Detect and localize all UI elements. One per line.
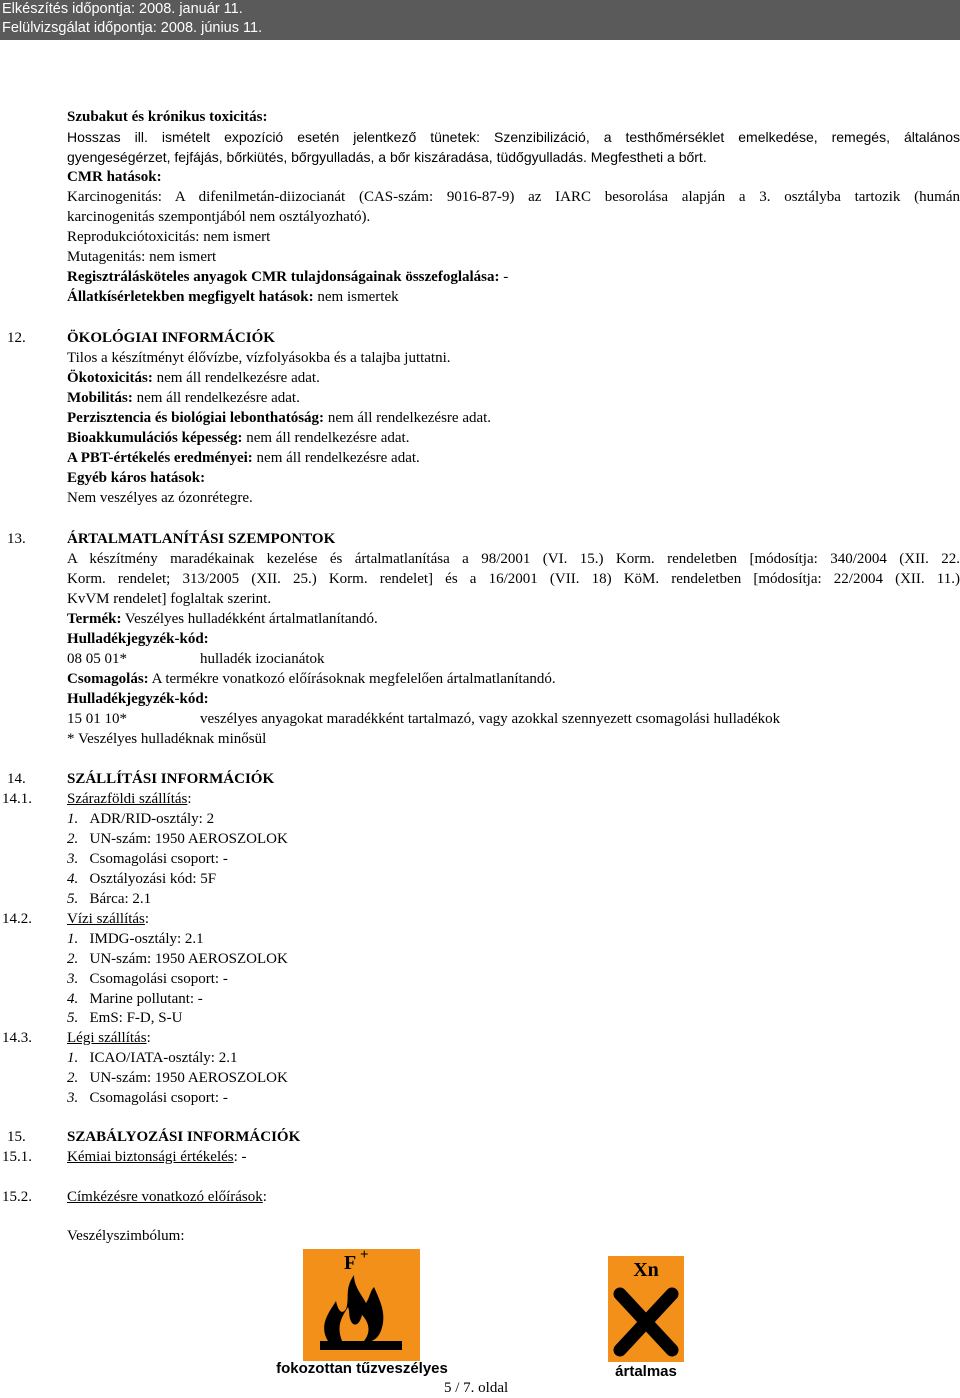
section-15-number: 15. bbox=[7, 1129, 26, 1145]
air-transport-heading: Légi szállítás bbox=[67, 1030, 147, 1046]
subsection-14-1-number: 14.1. bbox=[2, 791, 32, 807]
section-12-title: ÖKOLÓGIAI INFORMÁCIÓK bbox=[67, 330, 275, 346]
bioaccumulation-value: nem áll rendelkezésre adat. bbox=[242, 430, 410, 446]
symbol-letter: Xn bbox=[633, 1259, 659, 1281]
list-text: Marine pollutant: - bbox=[89, 991, 203, 1007]
revised-date: Felülvizsgálat időpontja: 2008. június 11. bbox=[2, 20, 263, 36]
chemical-safety-heading: Kémiai biztonsági értékelés bbox=[67, 1149, 234, 1165]
other-effects-label: Egyéb káros hatások: bbox=[67, 470, 206, 486]
disposal-line1: A készítmény maradékainak kezelése és ártalmatlanítása a 98/2001 (VI. 15.) Korm. rendeletben [módosítja: 340/2004 (XII. 22. bbox=[67, 551, 960, 567]
bioaccumulation-label: Bioakkumulációs képesség: bbox=[67, 430, 243, 446]
list-text: Bárca: 2.1 bbox=[89, 891, 152, 907]
eco-prohibition: Tilos a készítményt élővízbe, vízfolyásokba és a talajba juttatni. bbox=[67, 350, 451, 366]
symbol-letter: F bbox=[344, 1252, 357, 1274]
bioaccumulation bbox=[67, 428, 409, 448]
section-14-number: 14. bbox=[7, 771, 26, 787]
list-text: Osztályozási kód: 5F bbox=[89, 871, 217, 887]
persistence-label: Perzisztencia és biológiai lebonthatóság: bbox=[67, 410, 325, 426]
waste-code-1-desc: hulladék izocianátok bbox=[200, 651, 325, 667]
cmr-line1: Karcinogenitás: A difenilmetán-diizocianát (CAS-szám: 9016-87-9) az IARC besorolása alapján a 3. osztályba tartozik (humán bbox=[67, 189, 960, 205]
section-13-title: ÁRTALMATLANÍTÁSI SZEMPONTOK bbox=[67, 531, 336, 547]
other-effects-value: Nem veszélyes az ózonrétegre. bbox=[67, 490, 253, 506]
product-value: Veszélyes hulladékként ártalmatlanítandó. bbox=[121, 611, 378, 627]
list-item bbox=[67, 829, 288, 849]
list-number: 1. bbox=[67, 811, 79, 827]
product-disposal bbox=[67, 609, 378, 629]
list-item bbox=[67, 869, 216, 889]
symbol-caption: ártalmas bbox=[615, 1363, 677, 1380]
list-number: 5. bbox=[67, 891, 79, 907]
list-item bbox=[67, 809, 214, 829]
list-number: 5. bbox=[67, 1010, 79, 1026]
list-item bbox=[67, 1008, 182, 1028]
section-12-number: 12. bbox=[7, 330, 26, 346]
list-item bbox=[67, 889, 151, 909]
list-item bbox=[67, 969, 228, 989]
packaging-value: A termékre vonatkozó előírásoknak megfelelően ártalmatlanítandó. bbox=[148, 671, 556, 687]
waste-code-label-2: Hulladékjegyzék-kód: bbox=[67, 691, 209, 707]
list-item bbox=[67, 1068, 288, 1088]
list-text: EmS: F-D, S-U bbox=[89, 1010, 183, 1026]
waste-code-2: 15 01 10* bbox=[67, 711, 127, 727]
list-text: UN-szám: 1950 AEROSZOLOK bbox=[89, 1070, 288, 1086]
pbt-results-label: A PBT-értékelés eredményei: bbox=[67, 450, 253, 466]
mutagenicity: Mutagenitás: nem ismert bbox=[67, 249, 217, 265]
disposal-line3: KvVM rendelet] foglaltak szerint. bbox=[67, 591, 272, 607]
hazardous-waste-note: * Veszélyes hulladéknak minősül bbox=[67, 731, 267, 747]
cmr-summary-label: Regisztrálásköteles anyagok CMR tulajdonságainak összefoglalása: bbox=[67, 269, 500, 285]
list-number: 2. bbox=[67, 831, 79, 847]
mobility-value: nem áll rendelkezésre adat. bbox=[132, 390, 300, 406]
list-item bbox=[67, 849, 228, 869]
waste-code-label-1: Hulladékjegyzék-kód: bbox=[67, 631, 209, 647]
land-transport-heading: Szárazföldi szállítás bbox=[67, 791, 188, 807]
subsection-14-2-title: Vízi szállítás: bbox=[67, 911, 150, 927]
list-text: ADR/RID-osztály: 2 bbox=[89, 811, 215, 827]
list-text: Csomagolási csoport: - bbox=[89, 971, 228, 987]
list-text: UN-szám: 1950 AEROSZOLOK bbox=[89, 831, 288, 847]
subsection-14-3-number: 14.3. bbox=[2, 1030, 32, 1046]
waste-code-2-desc: veszélyes anyagokat maradékként tartalmazó, vagy azokkal szennyezett csomagolási hulladékok bbox=[200, 711, 781, 727]
harmful-symbol bbox=[605, 1250, 690, 1380]
subsection-14-1-title: Szárazföldi szállítás: bbox=[67, 791, 192, 807]
waste-code-1: 08 05 01* bbox=[67, 651, 127, 667]
cmr-line2: karcinogenitás szempontjából nem osztályozható). bbox=[67, 209, 371, 225]
list-number: 4. bbox=[67, 871, 79, 887]
animal-tests-label: Állatkísérletekben megfigyelt hatások: bbox=[67, 289, 314, 305]
list-text: ICAO/IATA-osztály: 2.1 bbox=[89, 1050, 238, 1066]
packaging-disposal bbox=[67, 669, 556, 689]
cmr-summary-value: - bbox=[499, 269, 509, 285]
list-text: UN-szám: 1950 AEROSZOLOK bbox=[89, 951, 288, 967]
mobility-label: Mobilitás: bbox=[67, 390, 133, 406]
list-text: Csomagolási csoport: - bbox=[89, 1090, 228, 1106]
subsection-15-1-title bbox=[67, 1147, 247, 1167]
flammable-icon bbox=[270, 1245, 455, 1377]
animal-tests bbox=[67, 287, 399, 307]
list-number: 1. bbox=[67, 1050, 79, 1066]
ecotoxicity-value: nem áll rendelkezésre adat. bbox=[152, 370, 320, 386]
product-label: Termék: bbox=[67, 611, 122, 627]
subsection-15-2-title bbox=[67, 1187, 267, 1207]
subsection-14-3-title: Légi szállítás: bbox=[67, 1030, 151, 1046]
labelling-colon: : bbox=[262, 1189, 267, 1205]
section-13-number: 13. bbox=[7, 531, 26, 547]
ecotoxicity bbox=[67, 368, 320, 388]
animal-tests-value: nem ismertek bbox=[313, 289, 399, 305]
water-transport-heading: Vízi szállítás bbox=[67, 911, 145, 927]
section-15-title: SZABÁLYOZÁSI INFORMÁCIÓK bbox=[67, 1129, 301, 1145]
tox-title: Szubakut és krónikus toxicitás: bbox=[67, 109, 268, 125]
list-text: IMDG-osztály: 2.1 bbox=[89, 931, 204, 947]
list-item bbox=[67, 949, 288, 969]
tox-para-line2: gyengeségérzet, fejfájás, bőrkiütés, bőrgyulladás, a bőr kiszáradása, tüdőgyulladás. Megfestheti a bőrt. bbox=[67, 149, 707, 165]
list-number: 4. bbox=[67, 991, 79, 1007]
labelling-heading: Címkézésre vonatkozó előírások bbox=[67, 1189, 263, 1205]
hazard-symbols-label: Veszélyszimbólum: bbox=[67, 1228, 185, 1244]
disposal-line2: Korm. rendelet; 313/2005 (XII. 25.) Korm. rendelet] és a 16/2001 (VII. 18) KöM. rendeletben [módosítja: 22/2004 (XII. 11.) bbox=[67, 571, 960, 587]
list-number: 1. bbox=[67, 931, 79, 947]
page-header bbox=[0, 0, 960, 40]
subsection-15-2-number: 15.2. bbox=[2, 1189, 32, 1205]
subsection-14-2-number: 14.2. bbox=[2, 911, 32, 927]
cmr-title: CMR hatások: bbox=[67, 169, 162, 185]
list-item bbox=[67, 1048, 237, 1068]
list-number: 3. bbox=[67, 851, 79, 867]
tox-para-line1: Hosszas ill. ismételt expozíció esetén jelentkező tünetek: Szenzibilizáció, a testhőmérséklet emelkedése, remegés, általános bbox=[67, 129, 960, 145]
pbt-results bbox=[67, 448, 420, 468]
section-14-title: SZÁLLÍTÁSI INFORMÁCIÓK bbox=[67, 771, 275, 787]
cmr-summary bbox=[67, 267, 508, 287]
ecotoxicity-label: Ökotoxicitás: bbox=[67, 370, 153, 386]
harmful-icon bbox=[605, 1250, 690, 1380]
list-text: Csomagolási csoport: - bbox=[89, 851, 228, 867]
list-number: 2. bbox=[67, 1070, 79, 1086]
mobility bbox=[67, 388, 300, 408]
pbt-results-value: nem áll rendelkezésre adat. bbox=[252, 450, 420, 466]
list-number: 2. bbox=[67, 951, 79, 967]
list-number: 3. bbox=[67, 1090, 79, 1106]
list-number: 3. bbox=[67, 971, 79, 987]
page-number: 5 / 7. oldal bbox=[444, 1380, 509, 1396]
list-item bbox=[67, 989, 203, 1009]
subsection-15-1-number: 15.1. bbox=[2, 1149, 32, 1165]
created-date: Elkészítés időpontja: 2008. január 11. bbox=[2, 1, 243, 17]
flammable-symbol bbox=[270, 1245, 455, 1377]
symbol-caption: fokozottan tűzveszélyes bbox=[276, 1360, 448, 1377]
repro-toxicity: Reprodukciótoxicitás: nem ismert bbox=[67, 229, 271, 245]
symbol-superscript: + bbox=[360, 1247, 369, 1263]
chemical-safety-value: : - bbox=[233, 1149, 247, 1165]
list-item bbox=[67, 1088, 228, 1108]
packaging-label: Csomagolás: bbox=[67, 671, 149, 687]
persistence-value: nem áll rendelkezésre adat. bbox=[324, 410, 492, 426]
persistence bbox=[67, 408, 491, 428]
list-item bbox=[67, 929, 204, 949]
